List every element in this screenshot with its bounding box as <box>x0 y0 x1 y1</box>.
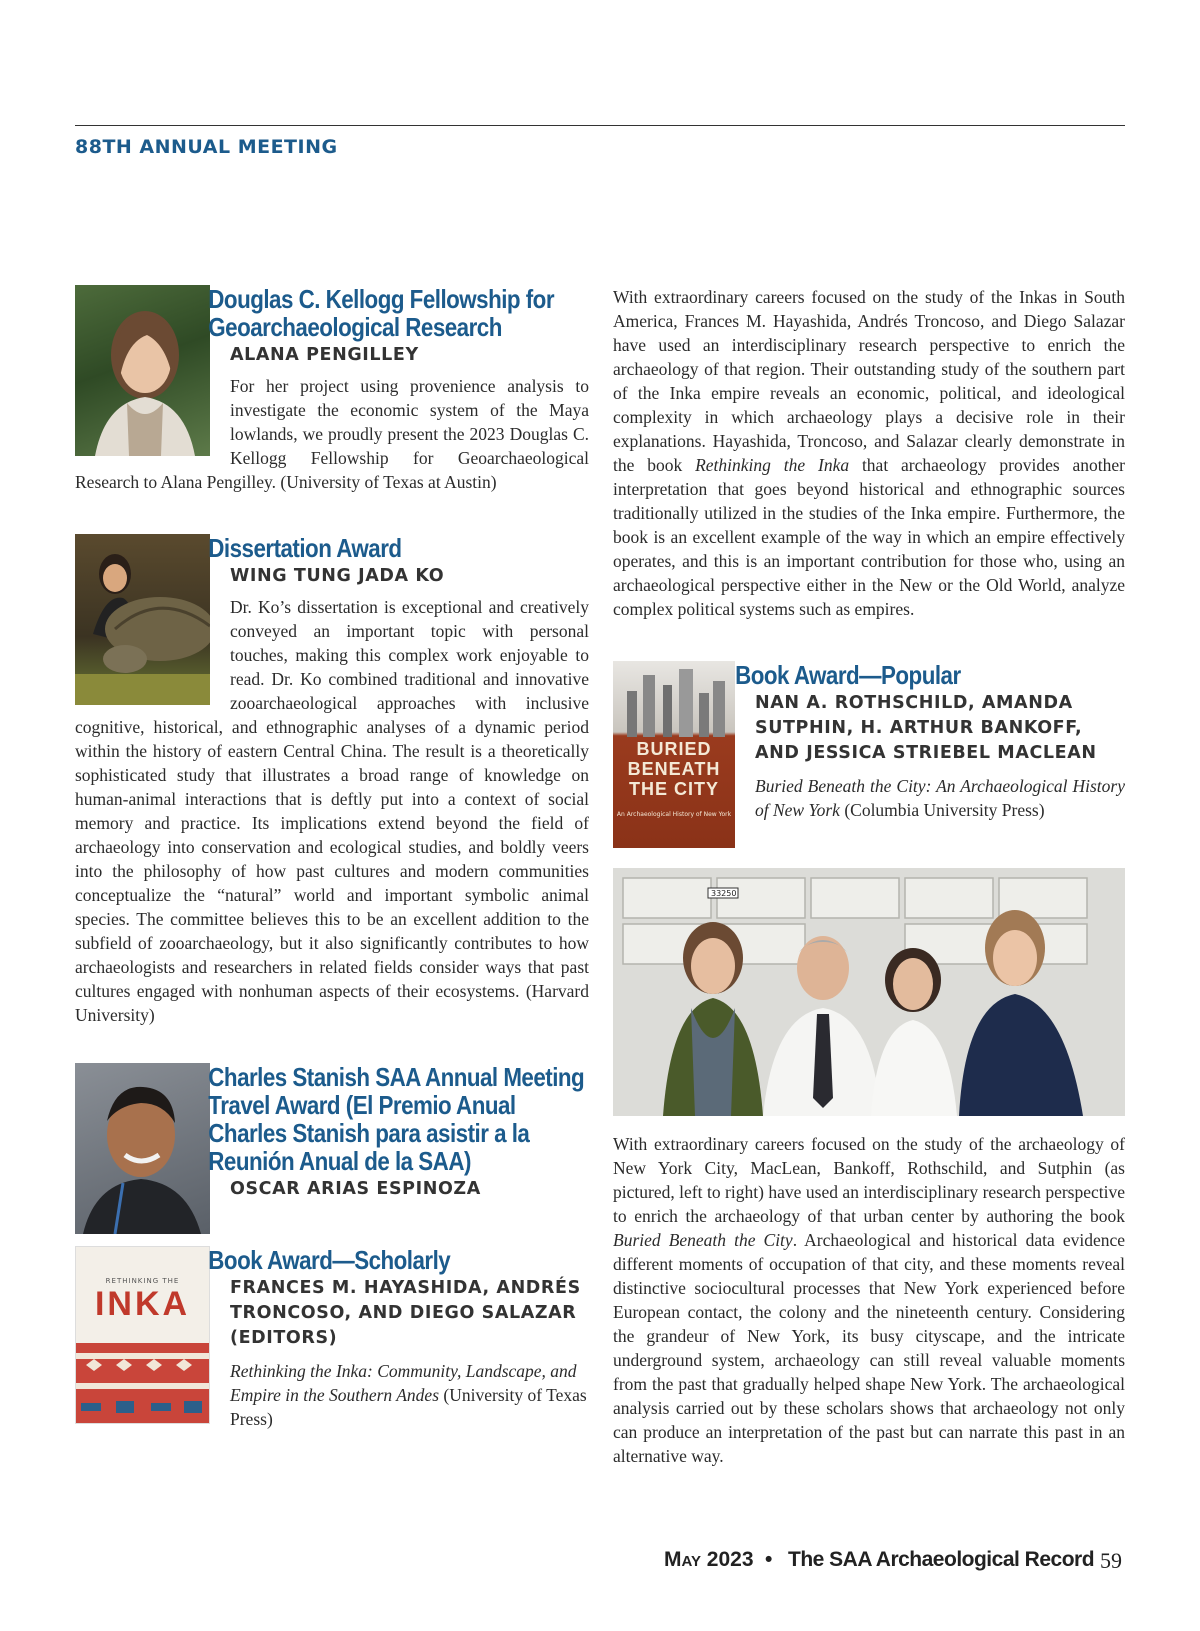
scholarly-award-title: Book Award—Scholarly <box>208 1246 451 1275</box>
scholarly-book-publisher: (University of Texas Press) <box>230 1385 587 1429</box>
kellogg-award-recipient: ALANA PENGILLEY <box>230 345 419 365</box>
popular-award-group-photo <box>613 868 1125 1116</box>
dissertation-award-citation: Dr. Ko’s dissertation is exceptional and creatively conveyed an important topic with personal touches, making this complex work enjoyable to read. Dr. Ko combined traditional and innovative zooarchaeological approaches with inclusive cognitive, historical, and ethnographic analyses of a dynamic period within the history of eastern Central China. The result is a theoretically sophisticated study that illustrates a broad range of knowledge on human-animal interactions that is deftly put into a context of social memory and practice. Its implications extend beyond the field of archaeology into conservation and ecological studies, and boldly veers into the philosophy of how past cultures and modern communities conceptualize the “natural” world and important symbolic animal species. The committee believes this to be an excellent addition to the subfield of zooarchaeology, but it also significantly contributes to how archaeologists and researchers in related fields consider ways that past cultures engaged with nonhuman aspects of their ecosystems. (Harvard University) <box>75 597 589 1025</box>
popular-book-title: Buried Beneath the City: An Archaeological History of New York <box>755 776 1125 820</box>
dissertation-award <box>75 534 589 1027</box>
section-label: 88TH ANNUAL MEETING <box>75 136 338 158</box>
scholarly-award <box>75 1246 589 1431</box>
cover-subtitle: An Archaeological History of New York <box>616 811 732 818</box>
dissertation-award-title: Dissertation Award <box>208 534 402 563</box>
cover-title: INKA <box>94 1285 191 1323</box>
footer-issue: May 2023 <box>664 1548 754 1571</box>
box-label: 33250 <box>711 889 737 898</box>
scholarly-book-title: Rethinking the Inka: Community, Landscape, and Empire in the Southern Andes <box>230 1361 577 1405</box>
cover-kicker: RETHINKING THE <box>105 1277 180 1285</box>
kellogg-award-title: Douglas C. Kellogg Fellowship for Geoarchaeological Research <box>208 285 555 342</box>
page-number: 59 <box>1100 1548 1122 1573</box>
dissertation-award-recipient: WING TUNG JADA KO <box>230 566 445 586</box>
footer-separator: • <box>765 1548 773 1571</box>
scholarly-award-recipients: FRANCES M. HAYASHIDA, ANDRÉS TRONCOSO, AND DIEGO SALAZAR (EDITORS) <box>230 1278 581 1348</box>
left-column <box>75 285 589 1431</box>
popular-award <box>613 661 1125 854</box>
popular-award-citation: With extraordinary careers focused on the study of the archaeology of New York City, MacLean, Bankoff, Rothschild, and Sutphin (as pictured, left to right) have used an interdisciplinary research perspective to enrich the archaeology of that urban center by authoring the book Buried Beneath the City. Archaeological and historical data evidence different moments of occupation of that city, and these moments reveal distinctive sociocultural processes that New York experienced before European contact, the colony and the nineteenth century. Considering the grandeur of New York, its busy cityscape, and the intricate underground system, archaeology can still reveal valuable moments from the past that gradually helped shape New York. The archaeological analysis carried out by these scholars shows that archaeology not only can produce an interpretation of the past but can narrate this past in an alternative way. <box>613 1134 1125 1466</box>
kellogg-award <box>75 285 589 494</box>
stanish-award-recipient: OSCAR ARIAS ESPINOZA <box>230 1179 481 1199</box>
header-rule <box>75 125 1125 126</box>
cover-title: BURIED BENEATH THE CITY <box>627 739 721 799</box>
stanish-award <box>75 1063 589 1240</box>
right-column <box>613 285 1125 1468</box>
kellogg-award-citation: For her project using provenience analysis to investigate the economic system of the Maya lowlands, we proudly present the 2023 Douglas C. Kellogg Fellowship for Geoarchaeological Research to Alana Pengilley. (University of Texas at Austin) <box>75 376 589 492</box>
popular-award-title: Book Award—Popular <box>735 661 961 690</box>
scholarly-award-citation: With extraordinary careers focused on the study of the Inkas in South America, Frances M. Hayashida, Andrés Troncoso, and Diego Salazar have used an interdisciplinary research perspective to enrich the archaeology of that region. Their outstanding study of the southern part of the Inka empire reveals an economic, political, and ideological complexity in which archaeology plays a decisive role in their explanations. Hayashida, Troncoso, and Salazar clearly demonstrate in the book Rethinking the Inka that archaeology provides another interpretation that goes beyond historical and ethnographic sources traditionally utilized in the studies of the Inka empire. Furthermore, the book is an excellent example of the way in which an empire effectively operates, and this is an important contribution for those who, using an archaeological perspective either in the New or the Old World, analyze complex political systems such as empires. <box>613 287 1125 619</box>
stanish-award-title: Charles Stanish SAA Annual Meeting Travel Award (El Premio Anual Charles Stanish para asistir a la Reunión Anual de la SAA) <box>208 1063 585 1176</box>
popular-award-recipients: NAN A. ROTHSCHILD, AMANDA SUTPHIN, H. ARTHUR BANKOFF, AND JESSICA STRIEBEL MACLEAN <box>755 693 1097 763</box>
buried-beneath-the-city-cover <box>613 661 735 848</box>
footer-publication: The SAA Archaeological Record <box>788 1548 1095 1571</box>
popular-book-publisher: (Columbia University Press) <box>839 800 1045 820</box>
